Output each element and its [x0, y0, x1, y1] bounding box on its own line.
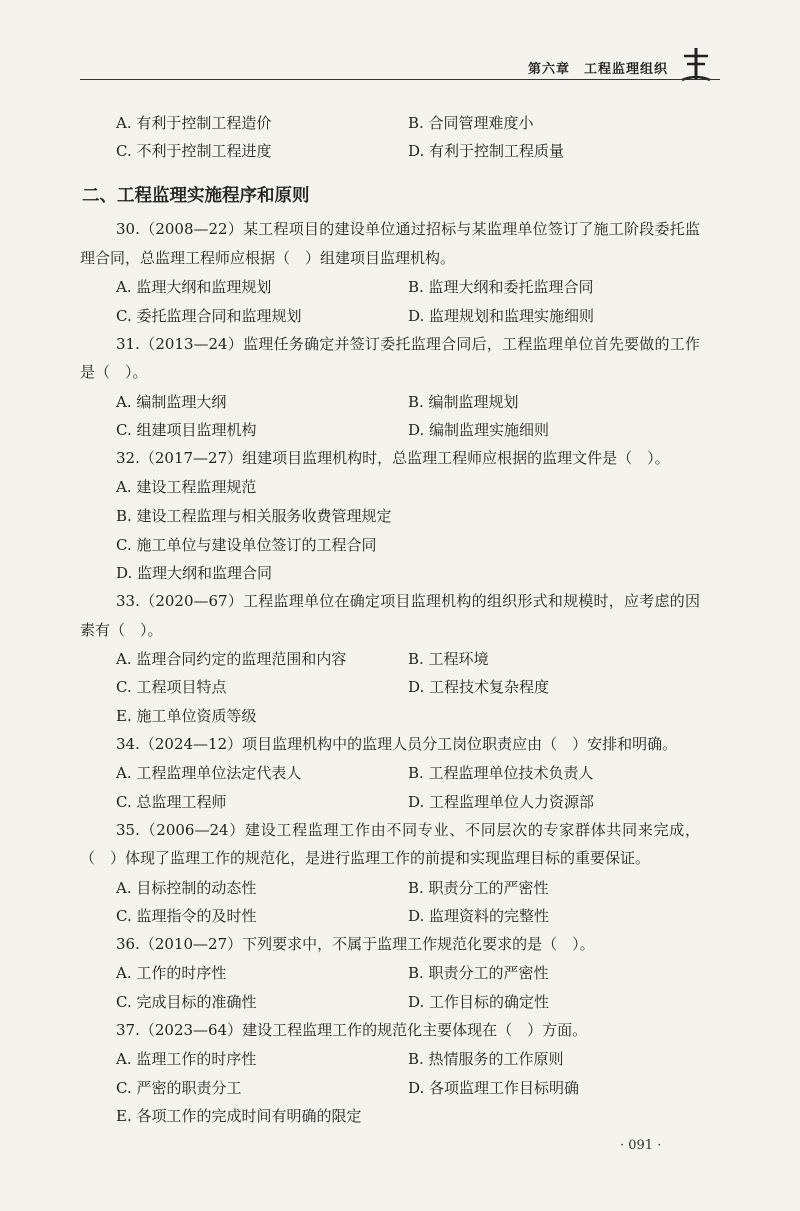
pre-options	[80, 108, 700, 165]
option: B. 合同管理难度小	[408, 113, 534, 132]
option-row	[80, 558, 700, 587]
option: C. 监理指令的及时性	[116, 907, 257, 926]
option: B. 职责分工的严密性	[408, 964, 549, 983]
option: E. 施工单位资质等级	[116, 707, 257, 726]
option: A. 监理合同约定的监理范围和内容	[116, 649, 347, 668]
option: A. 工作的时序性	[116, 964, 227, 983]
option: E. 各项工作的完成时间有明确的限定	[116, 1107, 362, 1126]
signpost-icon	[676, 44, 716, 84]
question-text: 37.（2023—64）建设工程监理工作的规范化主要体现在（ ）方面。	[116, 1020, 588, 1039]
option: C. 委托监理合同和监理规划	[116, 306, 302, 325]
option: D. 监理规划和监理实施细则	[408, 306, 595, 325]
option: A. 工程监理单位法定代表人	[116, 764, 302, 783]
option: C. 严密的职责分工	[116, 1078, 242, 1097]
question-text: 32.（2017—27）组建项目监理机构时，总监理工程师应根据的监理文件是（ ）。	[116, 448, 670, 467]
option-row	[80, 673, 700, 702]
option: A. 目标控制的动态性	[116, 878, 257, 897]
option-row	[80, 1044, 700, 1073]
option: B. 工程环境	[408, 649, 489, 668]
section-title: 二、工程监理实施程序和原则	[82, 186, 310, 207]
option-row	[80, 1073, 700, 1102]
option: D. 监理大纲和监理合同	[116, 564, 273, 583]
option: B. 热情服务的工作原则	[408, 1050, 564, 1069]
option-row	[80, 901, 700, 930]
option-row	[80, 473, 700, 502]
option: A. 监理工作的时序性	[116, 1050, 257, 1069]
option-row	[80, 987, 700, 1016]
option: A. 有利于控制工程造价	[116, 113, 272, 132]
option-row	[80, 272, 700, 301]
option: B. 编制监理规划	[408, 392, 519, 411]
chapter-title: 第六章 工程监理组织	[527, 62, 668, 77]
question-text: 36.（2010—27）下列要求中，不属于监理工作规范化要求的是（ ）。	[116, 935, 595, 954]
option: C. 施工单位与建设单位签订的工程合同	[116, 535, 377, 554]
option: D. 监理资料的完整性	[408, 907, 550, 926]
option-row	[80, 644, 700, 673]
question-text: 35.（2006—24）建设工程监理工作由不同专业、不同层次的专家群体共同来完成，（ ）体现了监理工作的规范化，是进行监理工作的前提和实现监理目标的重要保证。	[80, 820, 700, 868]
option: D. 工作目标的确定性	[408, 993, 550, 1012]
option: C. 不利于控制工程进度	[116, 142, 272, 161]
option: D. 编制监理实施细则	[408, 421, 550, 440]
option-row	[80, 758, 700, 787]
question-text: 30.（2008—22）某工程项目的建设单位通过招标与某监理单位签订了施工阶段委托监理合同，总监理工程师应根据（ ）组建项目监理机构。	[80, 220, 700, 267]
option: B. 建设工程监理与相关服务收费管理规定	[116, 506, 392, 525]
option: B. 监理大纲和委托监理合同	[408, 278, 594, 297]
option-row	[80, 387, 700, 416]
option-row	[80, 137, 700, 166]
option: A. 建设工程监理规范	[116, 478, 257, 497]
question-text: 31.（2013—24）监理任务确定并签订委托监理合同后，工程监理单位首先要做的工作是（ ）。	[80, 334, 700, 382]
page-content	[80, 108, 700, 1130]
option: C. 完成目标的准确性	[116, 993, 257, 1012]
option: A. 监理大纲和监理规划	[116, 278, 272, 297]
option: C. 总监理工程师	[116, 792, 227, 811]
question-text: 34.（2024—12）项目监理机构中的监理人员分工岗位职责应由（ ）安排和明确。	[116, 734, 678, 753]
option-row	[80, 701, 700, 730]
option-row	[80, 301, 700, 330]
option: B. 工程监理单位技术负责人	[408, 764, 594, 783]
question-list	[80, 215, 700, 1130]
option-row	[80, 1102, 700, 1131]
option: C. 组建项目监理机构	[116, 421, 257, 440]
option-row	[80, 959, 700, 988]
option-row	[80, 415, 700, 444]
option-row	[80, 787, 700, 816]
option: D. 有利于控制工程质量	[408, 142, 565, 161]
question-text: 33.（2020—67）工程监理单位在确定项目监理机构的组织形式和规模时，应考虑的因素有（ ）。	[80, 591, 700, 639]
option: C. 工程项目特点	[116, 678, 227, 697]
option: A. 编制监理大纲	[116, 392, 227, 411]
option: D. 工程技术复杂程度	[408, 678, 550, 697]
option-row	[80, 873, 700, 902]
page-header	[80, 52, 720, 84]
option-row	[80, 501, 700, 530]
page-number: · 091 ·	[620, 1138, 662, 1153]
option: D. 各项监理工作目标明确	[408, 1078, 580, 1097]
option: D. 工程监理单位人力资源部	[408, 792, 595, 811]
option: B. 职责分工的严密性	[408, 878, 549, 897]
option-row	[80, 108, 700, 137]
option-row	[80, 530, 700, 559]
header-rule	[80, 79, 720, 80]
